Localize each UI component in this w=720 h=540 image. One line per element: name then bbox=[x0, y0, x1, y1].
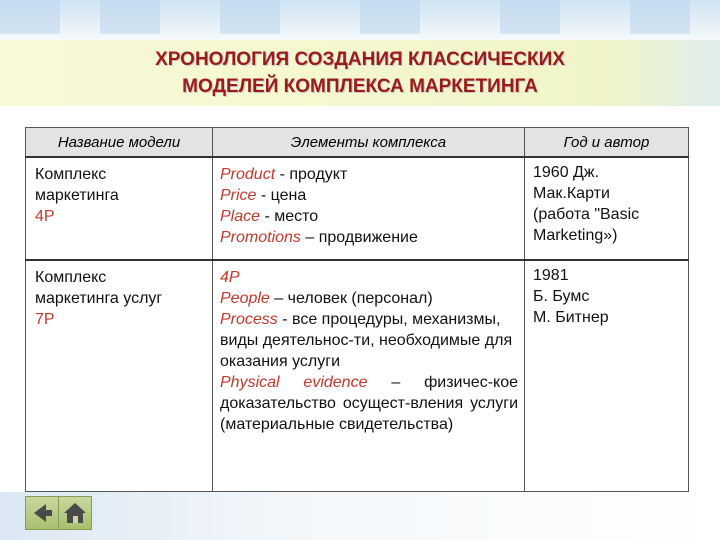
table-row bbox=[26, 157, 689, 260]
element-item: Price - цена bbox=[220, 187, 307, 204]
model-code: 4P bbox=[35, 208, 55, 225]
element-item: Product - продукт bbox=[220, 166, 348, 183]
header-model-name: Название модели bbox=[26, 128, 213, 158]
table-row bbox=[26, 260, 689, 492]
elements-cell bbox=[213, 260, 525, 492]
slide-title bbox=[0, 46, 720, 100]
home-icon bbox=[59, 497, 91, 529]
title-line-1: ХРОНОЛОГИЯ СОЗДАНИЯ КЛАССИЧЕСКИХ bbox=[155, 49, 565, 70]
element-item: Process - все процедуры, механизмы, виды деятельнос-ти, необходимые для оказания услуги bbox=[220, 311, 513, 370]
title-line-2: МОДЕЛЕЙ КОМПЛЕКСА МАРКЕТИНГА bbox=[182, 76, 538, 97]
top-decor-band bbox=[0, 0, 720, 40]
bottom-decor-band bbox=[0, 492, 720, 540]
home-button[interactable] bbox=[58, 496, 92, 530]
element-item: Promotions – продвижение bbox=[220, 229, 418, 246]
year-author-cell: 1960 Дж. Мак.Карти (работа "Basic Marketing») bbox=[525, 157, 689, 260]
header-elements: Элементы комплекса bbox=[213, 128, 525, 158]
models-table bbox=[25, 127, 689, 492]
back-button[interactable] bbox=[25, 496, 59, 530]
element-item: People – человек (персонал) bbox=[220, 290, 433, 307]
elements-cell bbox=[213, 157, 525, 260]
left-arrow-icon bbox=[26, 497, 58, 529]
table-header-row bbox=[26, 128, 689, 158]
header-year-author: Год и автор bbox=[525, 128, 689, 158]
element-item: Place - место bbox=[220, 208, 319, 225]
model-code: 7P bbox=[35, 311, 55, 328]
element-item: Physical evidence – физичес-кое доказательство осущест-вления услуги (материальные свидетельства) bbox=[220, 374, 518, 433]
model-name-cell: Комплекс маркетинга 4P bbox=[26, 157, 213, 260]
model-name-cell: Комплекс маркетинга услуг 7P bbox=[26, 260, 213, 492]
year-author-cell: 1981 Б. Бумс М. Битнер bbox=[525, 260, 689, 492]
element-item: 4P bbox=[220, 269, 240, 286]
